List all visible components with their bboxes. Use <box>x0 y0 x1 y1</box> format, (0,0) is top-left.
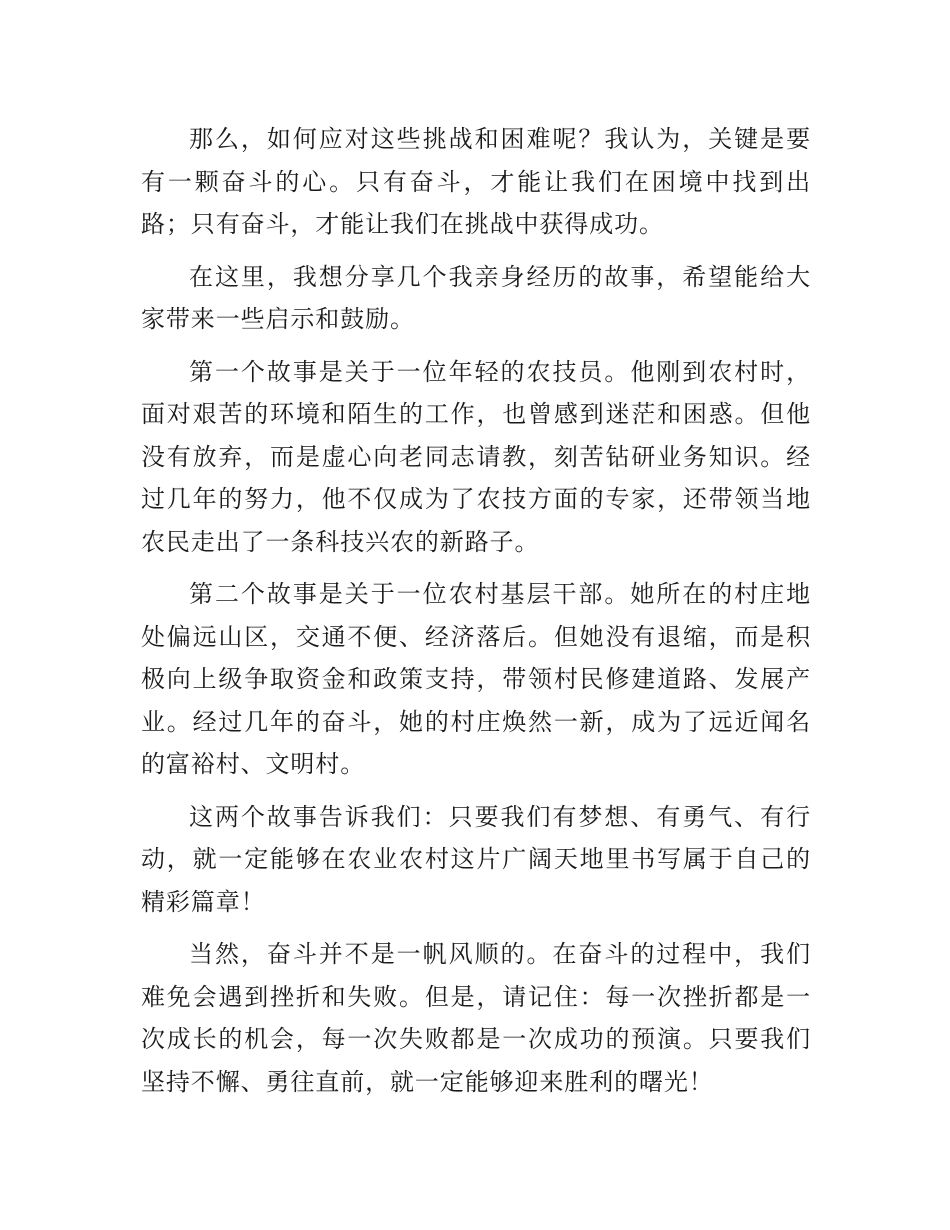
paragraph-lesson: 这两个故事告诉我们：只要我们有梦想、有勇气、有行动，就一定能够在农业农村这片广阔天地里书写属于自己的精彩篇章！ <box>141 802 811 916</box>
document-body <box>141 118 811 1113</box>
paragraph-perseverance: 当然，奋斗并不是一帆风顺的。在奋斗的过程中，我们难免会遇到挫折和失败。但是，请记住：每一次挫折都是一次成长的机会，每一次失败都是一次成功的预演。只要我们坚持不懈、勇往直前，就一定能够迎来胜利的曙光！ <box>141 940 811 1096</box>
paragraph-story-two: 第二个故事是关于一位农村基层干部。她所在的村庄地处偏远山区，交通不便、经济落后。但她没有退缩，而是积极向上级争取资金和政策支持，带领村民修建道路、发展产业。经过几年的奋斗，她的村庄焕然一新，成为了远近闻名的富裕村、文明村。 <box>141 580 811 778</box>
paragraph-story-one: 第一个故事是关于一位年轻的农技员。他刚到农村时，面对艰苦的环境和陌生的工作，也曾感到迷茫和困惑。但他没有放弃，而是虚心向老同志请教，刻苦钻研业务知识。经过几年的努力，他不仅成为了农技方面的专家，还带领当地农民走出了一条科技兴农的新路子。 <box>141 357 811 556</box>
paragraph-stories-intro: 在这里，我想分享几个我亲身经历的故事，希望能给大家带来一些启示和鼓励。 <box>141 262 811 333</box>
paragraph-challenges: 那么，如何应对这些挑战和困难呢？我认为，关键是要有一颗奋斗的心。只有奋斗，才能让我们在困境中找到出路；只有奋斗，才能让我们在挑战中获得成功。 <box>141 125 811 238</box>
